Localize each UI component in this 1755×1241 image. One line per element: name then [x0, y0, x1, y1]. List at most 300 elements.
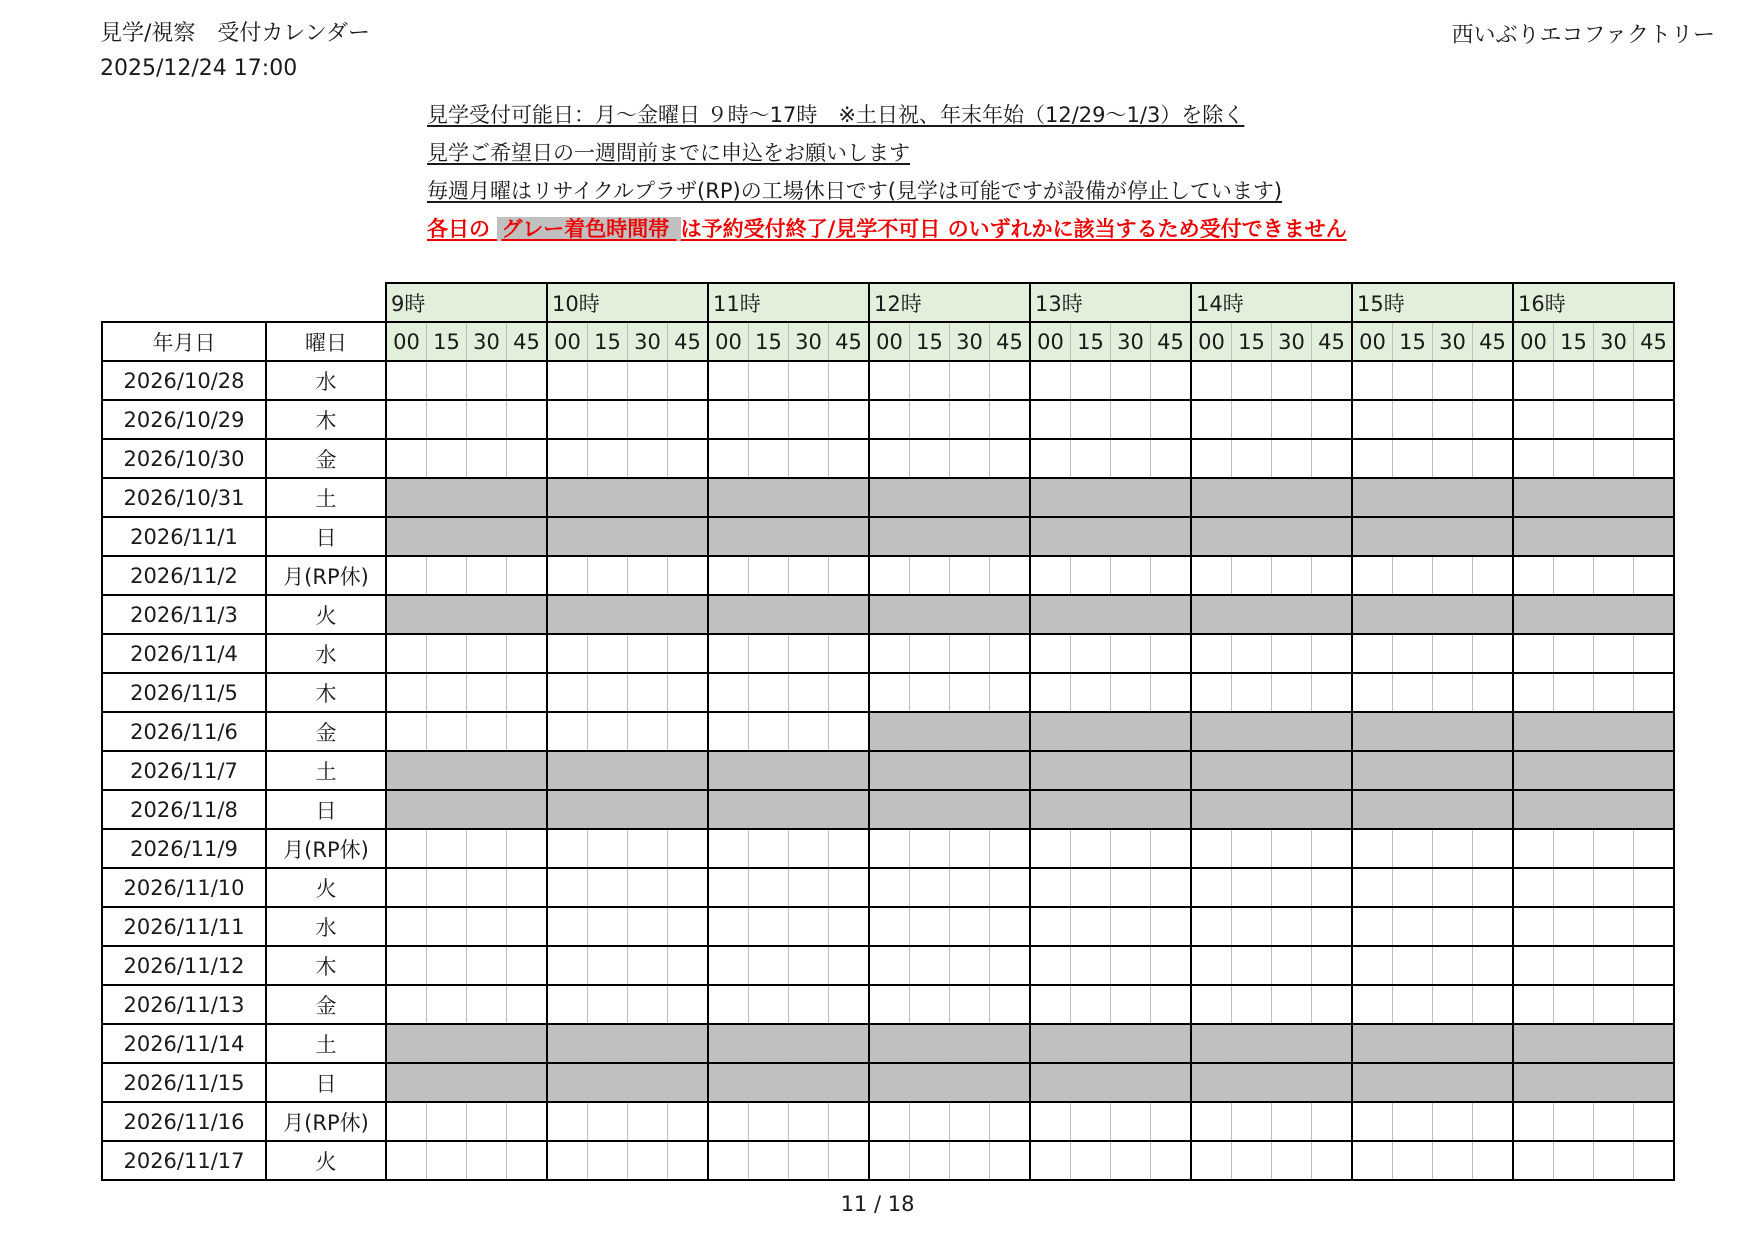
slot-unavailable	[1513, 595, 1554, 634]
slot-unavailable	[1312, 517, 1353, 556]
slot-unavailable	[1352, 1063, 1393, 1102]
slot-unavailable	[1634, 478, 1675, 517]
weekday-cell: 日	[266, 517, 386, 556]
slot-available	[1030, 907, 1071, 946]
minute-header: 30	[950, 322, 990, 361]
hour-header: 15時	[1352, 283, 1513, 322]
slot-available	[1393, 634, 1433, 673]
slot-available	[507, 829, 548, 868]
slot-available	[1352, 361, 1393, 400]
slot-available	[869, 439, 910, 478]
slot-available	[1151, 829, 1192, 868]
slot-available	[910, 361, 950, 400]
slot-unavailable	[1191, 1063, 1232, 1102]
slot-available	[749, 1141, 789, 1180]
slot-available	[789, 1102, 829, 1141]
slot-unavailable	[1312, 1024, 1353, 1063]
minute-header: 15	[910, 322, 950, 361]
slot-available	[628, 946, 668, 985]
slot-unavailable	[1272, 595, 1312, 634]
slot-unavailable	[1312, 790, 1353, 829]
slot-available	[668, 712, 709, 751]
slot-available	[910, 1141, 950, 1180]
slot-unavailable	[910, 790, 950, 829]
minute-header: 15	[1232, 322, 1272, 361]
slot-unavailable	[1634, 517, 1675, 556]
slot-available	[628, 829, 668, 868]
slot-unavailable	[990, 790, 1031, 829]
slot-available	[668, 400, 709, 439]
weekday-cell: 日	[266, 790, 386, 829]
slot-available	[1232, 907, 1272, 946]
slot-unavailable	[869, 517, 910, 556]
slot-unavailable	[1513, 712, 1554, 751]
slot-available	[1191, 1141, 1232, 1180]
slot-unavailable	[1111, 517, 1151, 556]
slot-unavailable	[427, 751, 467, 790]
slot-unavailable	[1473, 1024, 1514, 1063]
slot-available	[1272, 829, 1312, 868]
slot-available	[990, 868, 1031, 907]
slot-available	[1191, 673, 1232, 712]
slot-available	[1071, 673, 1111, 712]
slot-available	[547, 829, 588, 868]
slot-available	[386, 439, 427, 478]
slot-available	[628, 673, 668, 712]
slot-unavailable	[507, 790, 548, 829]
slot-available	[386, 556, 427, 595]
slot-unavailable	[789, 595, 829, 634]
slot-available	[1232, 946, 1272, 985]
slot-unavailable	[507, 595, 548, 634]
slot-unavailable	[427, 790, 467, 829]
table-row	[102, 517, 1674, 556]
slot-available	[1634, 400, 1675, 439]
slot-unavailable	[1030, 478, 1071, 517]
slot-unavailable	[1151, 1024, 1192, 1063]
slot-available	[1071, 400, 1111, 439]
slot-available	[950, 946, 990, 985]
slot-available	[1272, 1102, 1312, 1141]
slot-unavailable	[1030, 1063, 1071, 1102]
slot-available	[1554, 400, 1594, 439]
slot-unavailable	[1111, 712, 1151, 751]
minute-header: 00	[1191, 322, 1232, 361]
slot-available	[990, 985, 1031, 1024]
slot-unavailable	[427, 1063, 467, 1102]
slot-unavailable	[869, 790, 910, 829]
slot-unavailable	[1071, 595, 1111, 634]
slot-available	[1272, 361, 1312, 400]
slot-available	[950, 400, 990, 439]
slot-unavailable	[1473, 1063, 1514, 1102]
date-cell: 2026/10/29	[102, 400, 266, 439]
minute-header: 30	[1111, 322, 1151, 361]
minute-header: 45	[668, 322, 709, 361]
slot-available	[1352, 985, 1393, 1024]
slot-available	[1272, 439, 1312, 478]
slot-unavailable	[1433, 790, 1473, 829]
date-cell: 2026/11/2	[102, 556, 266, 595]
slot-available	[990, 634, 1031, 673]
slot-unavailable	[1554, 595, 1594, 634]
date-cell: 2026/11/16	[102, 1102, 266, 1141]
date-cell: 2026/11/4	[102, 634, 266, 673]
table-row	[102, 361, 1674, 400]
slot-available	[1393, 439, 1433, 478]
slot-available	[1393, 907, 1433, 946]
slot-available	[668, 634, 709, 673]
slot-available	[910, 439, 950, 478]
slot-available	[1191, 361, 1232, 400]
slot-available	[427, 556, 467, 595]
slot-available	[1433, 985, 1473, 1024]
slot-unavailable	[1433, 1024, 1473, 1063]
slot-available	[1272, 634, 1312, 673]
warning-prefix: 各日の	[427, 217, 498, 241]
slot-available	[1272, 868, 1312, 907]
slot-unavailable	[588, 1063, 628, 1102]
slot-available	[1393, 361, 1433, 400]
slot-unavailable	[507, 478, 548, 517]
slot-unavailable	[1071, 712, 1111, 751]
slot-available	[1030, 634, 1071, 673]
slot-unavailable	[1594, 478, 1634, 517]
slot-available	[1433, 673, 1473, 712]
slot-available	[1111, 673, 1151, 712]
slot-unavailable	[910, 712, 950, 751]
date-cell: 2026/11/14	[102, 1024, 266, 1063]
slot-available	[708, 400, 749, 439]
slot-available	[1151, 400, 1192, 439]
slot-unavailable	[708, 1063, 749, 1102]
slot-available	[1272, 400, 1312, 439]
date-cell: 2026/11/9	[102, 829, 266, 868]
slot-available	[1111, 829, 1151, 868]
slot-available	[990, 556, 1031, 595]
table-row	[102, 946, 1674, 985]
slot-available	[1191, 1102, 1232, 1141]
slot-available	[1473, 907, 1514, 946]
slot-available	[708, 556, 749, 595]
minute-header: 00	[547, 322, 588, 361]
slot-available	[467, 439, 507, 478]
slot-available	[1352, 673, 1393, 712]
slot-available	[467, 829, 507, 868]
slot-available	[1554, 1141, 1594, 1180]
organization-name: 西いぶりエコファクトリー	[1451, 23, 1715, 48]
slot-available	[1030, 829, 1071, 868]
slot-unavailable	[547, 790, 588, 829]
minute-header: 15	[1554, 322, 1594, 361]
hour-header: 13時	[1030, 283, 1191, 322]
slot-unavailable	[547, 517, 588, 556]
slot-available	[1352, 868, 1393, 907]
slot-available	[869, 556, 910, 595]
slot-unavailable	[1352, 517, 1393, 556]
slot-available	[588, 907, 628, 946]
slot-unavailable	[467, 478, 507, 517]
slot-unavailable	[749, 751, 789, 790]
slot-available	[1191, 400, 1232, 439]
slot-available	[1473, 1141, 1514, 1180]
slot-unavailable	[668, 1024, 709, 1063]
minute-header: 45	[1312, 322, 1353, 361]
slot-unavailable	[1191, 1024, 1232, 1063]
slot-available	[1232, 439, 1272, 478]
slot-unavailable	[789, 517, 829, 556]
slot-available	[507, 634, 548, 673]
slot-available	[1352, 907, 1393, 946]
slot-available	[1111, 868, 1151, 907]
slot-available	[789, 361, 829, 400]
slot-available	[1312, 829, 1353, 868]
slot-available	[1151, 1141, 1192, 1180]
hour-header: 14時	[1191, 283, 1352, 322]
slot-available	[1030, 673, 1071, 712]
slot-unavailable	[1071, 1063, 1111, 1102]
slot-unavailable	[427, 1024, 467, 1063]
minute-header: 30	[1594, 322, 1634, 361]
minute-header: 00	[386, 322, 427, 361]
slot-available	[668, 1102, 709, 1141]
slot-available	[1594, 361, 1634, 400]
slot-available	[1352, 439, 1393, 478]
slot-unavailable	[628, 478, 668, 517]
minute-header: 00	[1352, 322, 1393, 361]
slot-available	[467, 1102, 507, 1141]
slot-unavailable	[1151, 790, 1192, 829]
slot-available	[427, 673, 467, 712]
slot-unavailable	[1191, 478, 1232, 517]
page-indicator: 11 / 18	[840, 1192, 915, 1216]
slot-available	[1232, 1141, 1272, 1180]
slot-available	[1111, 946, 1151, 985]
slot-available	[708, 1141, 749, 1180]
slot-unavailable	[547, 478, 588, 517]
slot-unavailable	[547, 595, 588, 634]
weekday-cell: 金	[266, 439, 386, 478]
slot-available	[1030, 1141, 1071, 1180]
slot-available	[1071, 439, 1111, 478]
slot-unavailable	[1473, 712, 1514, 751]
slot-available	[1232, 868, 1272, 907]
slot-unavailable	[990, 595, 1031, 634]
slot-unavailable	[1191, 595, 1232, 634]
slot-unavailable	[1594, 712, 1634, 751]
slot-available	[547, 1141, 588, 1180]
slot-unavailable	[1352, 595, 1393, 634]
slot-unavailable	[990, 517, 1031, 556]
slot-unavailable	[1071, 517, 1111, 556]
slot-available	[507, 1141, 548, 1180]
weekday-cell: 土	[266, 751, 386, 790]
slot-unavailable	[829, 595, 870, 634]
weekday-cell: 月(RP休)	[266, 829, 386, 868]
slot-unavailable	[1352, 790, 1393, 829]
slot-available	[1433, 868, 1473, 907]
slot-available	[829, 673, 870, 712]
slot-available	[1433, 634, 1473, 673]
weekday-cell: 水	[266, 634, 386, 673]
minute-header: 45	[990, 322, 1031, 361]
slot-available	[869, 634, 910, 673]
slot-available	[1594, 439, 1634, 478]
slot-unavailable	[386, 1063, 427, 1102]
slot-available	[1634, 1102, 1675, 1141]
slot-available	[1071, 1102, 1111, 1141]
slot-available	[829, 400, 870, 439]
slot-available	[588, 946, 628, 985]
slot-available	[1594, 985, 1634, 1024]
slot-available	[668, 361, 709, 400]
slot-unavailable	[1071, 751, 1111, 790]
slot-unavailable	[990, 1024, 1031, 1063]
slot-unavailable	[1473, 517, 1514, 556]
slot-available	[427, 1102, 467, 1141]
slot-available	[588, 439, 628, 478]
slot-available	[427, 985, 467, 1024]
slot-available	[789, 400, 829, 439]
slot-unavailable	[507, 1024, 548, 1063]
slot-available	[1232, 829, 1272, 868]
slot-unavailable	[1272, 1063, 1312, 1102]
slot-available	[507, 712, 548, 751]
slot-available	[1433, 1102, 1473, 1141]
slot-available	[547, 712, 588, 751]
slot-available	[386, 673, 427, 712]
slot-available	[1312, 1102, 1353, 1141]
slot-available	[1151, 673, 1192, 712]
slot-available	[789, 1141, 829, 1180]
slot-available	[1071, 556, 1111, 595]
slot-available	[829, 439, 870, 478]
slot-available	[1554, 829, 1594, 868]
slot-unavailable	[467, 1024, 507, 1063]
date-cell: 2026/10/31	[102, 478, 266, 517]
slot-available	[829, 1141, 870, 1180]
slot-unavailable	[628, 790, 668, 829]
slot-available	[1352, 1102, 1393, 1141]
slot-unavailable	[1030, 712, 1071, 751]
slot-available	[1071, 868, 1111, 907]
slot-available	[588, 829, 628, 868]
slot-available	[547, 985, 588, 1024]
slot-available	[1151, 556, 1192, 595]
slot-available	[708, 907, 749, 946]
slot-available	[1232, 1102, 1272, 1141]
slot-unavailable	[1513, 478, 1554, 517]
slot-available	[910, 946, 950, 985]
slot-unavailable	[1111, 751, 1151, 790]
slot-unavailable	[386, 478, 427, 517]
slot-available	[708, 868, 749, 907]
slot-available	[427, 361, 467, 400]
slot-unavailable	[1312, 712, 1353, 751]
slot-available	[588, 673, 628, 712]
slot-unavailable	[1071, 478, 1111, 517]
slot-available	[668, 946, 709, 985]
minute-header: 15	[427, 322, 467, 361]
slot-available	[1594, 946, 1634, 985]
slot-available	[1594, 1141, 1634, 1180]
slot-unavailable	[1151, 1063, 1192, 1102]
slot-available	[1473, 439, 1514, 478]
slot-available	[1191, 907, 1232, 946]
slot-available	[1232, 673, 1272, 712]
slot-available	[1111, 1102, 1151, 1141]
slot-available	[628, 1102, 668, 1141]
slot-unavailable	[1513, 790, 1554, 829]
slot-unavailable	[1594, 790, 1634, 829]
slot-available	[1151, 985, 1192, 1024]
slot-unavailable	[1513, 751, 1554, 790]
document-title: 見学/視察 受付カレンダー	[100, 21, 370, 46]
notice-block	[427, 96, 1347, 248]
slot-available	[427, 907, 467, 946]
slot-unavailable	[1513, 1063, 1554, 1102]
weekday-cell: 月(RP休)	[266, 1102, 386, 1141]
slot-available	[588, 868, 628, 907]
slot-unavailable	[1232, 1063, 1272, 1102]
slot-available	[467, 946, 507, 985]
minute-header: 45	[1151, 322, 1192, 361]
slot-available	[1111, 361, 1151, 400]
slot-unavailable	[588, 751, 628, 790]
notice-rp-holiday: 毎週月曜はリサイクルプラザ(RP)の工場休日です(見学は可能ですが設備が停止しています)	[427, 179, 1283, 203]
date-cell: 2026/11/7	[102, 751, 266, 790]
slot-unavailable	[628, 1024, 668, 1063]
slot-unavailable	[1473, 751, 1514, 790]
slot-unavailable	[708, 517, 749, 556]
slot-unavailable	[1232, 595, 1272, 634]
slot-available	[588, 634, 628, 673]
minute-header: 15	[749, 322, 789, 361]
minute-header: 45	[829, 322, 870, 361]
slot-available	[708, 712, 749, 751]
weekday-cell: 木	[266, 946, 386, 985]
slot-unavailable	[1634, 751, 1675, 790]
slot-available	[1191, 946, 1232, 985]
slot-unavailable	[1594, 751, 1634, 790]
slot-unavailable	[1272, 790, 1312, 829]
slot-unavailable	[427, 517, 467, 556]
slot-available	[1393, 673, 1433, 712]
slot-available	[1151, 439, 1192, 478]
slot-unavailable	[990, 712, 1031, 751]
slot-available	[1473, 829, 1514, 868]
slot-unavailable	[869, 478, 910, 517]
slot-available	[1352, 400, 1393, 439]
slot-unavailable	[1272, 478, 1312, 517]
slot-available	[628, 907, 668, 946]
slot-available	[1030, 1102, 1071, 1141]
weekday-cell: 日	[266, 1063, 386, 1102]
slot-available	[1191, 556, 1232, 595]
date-cell: 2026/11/13	[102, 985, 266, 1024]
slot-unavailable	[1393, 712, 1433, 751]
slot-available	[749, 634, 789, 673]
slot-available	[427, 946, 467, 985]
slot-available	[1594, 829, 1634, 868]
slot-unavailable	[1634, 1024, 1675, 1063]
hour-header: 10時	[547, 283, 708, 322]
slot-available	[869, 361, 910, 400]
slot-available	[1393, 1141, 1433, 1180]
slot-available	[789, 439, 829, 478]
minute-header-row	[102, 322, 1674, 361]
minute-header: 30	[789, 322, 829, 361]
